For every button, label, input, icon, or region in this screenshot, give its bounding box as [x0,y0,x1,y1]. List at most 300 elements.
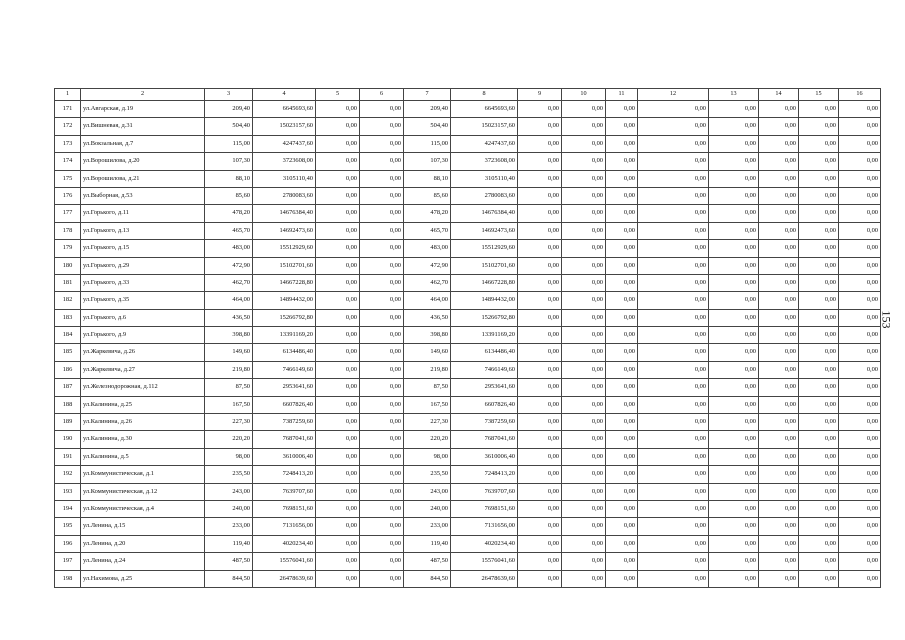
value-cell: 0,00 [839,257,881,274]
value-cell: 0,00 [638,153,709,170]
value-cell: 0,00 [316,309,360,326]
value-cell: 0,00 [360,327,404,344]
table-row [55,222,881,239]
value-cell: 15023157,60 [451,118,518,135]
value-cell: 0,00 [759,396,799,413]
value-cell: 0,00 [606,118,638,135]
value-cell: 0,00 [518,135,562,152]
value-cell: 0,00 [360,344,404,361]
value-cell: 0,00 [606,292,638,309]
value-cell: 243,00 [404,483,451,500]
value-cell: 0,00 [638,187,709,204]
value-cell: 0,00 [360,483,404,500]
value-cell: 0,00 [759,135,799,152]
value-cell: 0,00 [759,292,799,309]
value-cell: 0,00 [709,240,759,257]
value-cell: 3105110,40 [253,170,316,187]
value-cell: 240,00 [205,500,253,517]
value-cell: 119,40 [404,535,451,552]
value-cell: 14667228,80 [451,274,518,291]
value-cell: 0,00 [638,396,709,413]
value-cell: 0,00 [518,361,562,378]
value-cell: 0,00 [316,344,360,361]
address-cell: ул.Коммунистическая, д.4 [81,500,205,517]
value-cell: 0,00 [799,483,839,500]
value-cell: 0,00 [518,570,562,587]
address-cell: ул.Горького, д.33 [81,274,205,291]
value-cell: 14894432,00 [253,292,316,309]
value-cell: 0,00 [799,205,839,222]
value-cell: 0,00 [759,414,799,431]
value-cell: 0,00 [316,379,360,396]
value-cell: 14667228,80 [253,274,316,291]
value-cell: 0,00 [709,292,759,309]
row-number-cell: 191 [55,448,81,465]
value-cell: 0,00 [606,448,638,465]
value-cell: 0,00 [562,500,606,517]
value-cell: 0,00 [316,448,360,465]
table-row [55,240,881,257]
value-cell: 0,00 [562,327,606,344]
value-cell: 0,00 [799,222,839,239]
value-cell: 0,00 [839,483,881,500]
value-cell: 243,00 [205,483,253,500]
value-cell: 0,00 [839,570,881,587]
table-row [55,414,881,431]
value-cell: 0,00 [839,327,881,344]
column-header: 8 [451,89,518,101]
value-cell: 0,00 [316,240,360,257]
value-cell: 0,00 [799,135,839,152]
value-cell: 0,00 [360,396,404,413]
value-cell: 0,00 [638,327,709,344]
value-cell: 0,00 [606,570,638,587]
value-cell: 0,00 [606,466,638,483]
column-header: 11 [606,89,638,101]
value-cell: 0,00 [360,292,404,309]
value-cell: 0,00 [316,327,360,344]
value-cell: 0,00 [799,518,839,535]
value-cell: 107,30 [404,153,451,170]
value-cell: 0,00 [759,431,799,448]
value-cell: 0,00 [638,240,709,257]
value-cell: 0,00 [839,153,881,170]
address-cell: ул.Жаркевича, д.26 [81,344,205,361]
value-cell: 487,50 [205,553,253,570]
row-number-cell: 197 [55,553,81,570]
value-cell: 0,00 [316,101,360,118]
row-number-cell: 175 [55,170,81,187]
value-cell: 0,00 [839,344,881,361]
value-cell: 0,00 [562,379,606,396]
value-cell: 0,00 [709,344,759,361]
value-cell: 0,00 [709,466,759,483]
value-cell: 0,00 [518,344,562,361]
value-cell: 0,00 [759,153,799,170]
value-cell: 0,00 [839,274,881,291]
value-cell: 465,70 [404,222,451,239]
value-cell: 0,00 [638,135,709,152]
row-number-cell: 192 [55,466,81,483]
value-cell: 462,70 [205,274,253,291]
value-cell: 0,00 [638,101,709,118]
value-cell: 0,00 [799,396,839,413]
value-cell: 0,00 [360,135,404,152]
table-row [55,431,881,448]
value-cell: 0,00 [799,118,839,135]
value-cell: 0,00 [799,553,839,570]
value-cell: 6645693,60 [253,101,316,118]
value-cell: 0,00 [709,535,759,552]
value-cell: 0,00 [606,500,638,517]
value-cell: 0,00 [518,500,562,517]
table-row [55,379,881,396]
value-cell: 167,50 [205,396,253,413]
value-cell: 14676384,40 [253,205,316,222]
value-cell: 0,00 [316,118,360,135]
value-cell: 0,00 [360,431,404,448]
address-cell: ул.Коммунистическая, д.1 [81,466,205,483]
value-cell: 0,00 [759,240,799,257]
value-cell: 0,00 [638,309,709,326]
value-cell: 6645693,60 [451,101,518,118]
value-cell: 462,70 [404,274,451,291]
value-cell: 504,40 [404,118,451,135]
value-cell: 0,00 [518,274,562,291]
value-cell: 0,00 [839,518,881,535]
value-cell: 0,00 [360,309,404,326]
value-cell: 0,00 [709,483,759,500]
value-cell: 0,00 [562,274,606,291]
value-cell: 2953641,60 [253,379,316,396]
value-cell: 0,00 [759,222,799,239]
value-cell: 0,00 [562,361,606,378]
table-row [55,101,881,118]
value-cell: 0,00 [360,466,404,483]
column-header: 14 [759,89,799,101]
value-cell: 149,60 [404,344,451,361]
value-cell: 0,00 [562,240,606,257]
data-table [54,88,881,588]
address-cell: ул.Горького, д.13 [81,222,205,239]
table-row [55,274,881,291]
value-cell: 472,90 [404,257,451,274]
row-number-cell: 187 [55,379,81,396]
value-cell: 0,00 [562,135,606,152]
value-cell: 219,80 [205,361,253,378]
column-header: 2 [81,89,205,101]
value-cell: 0,00 [759,553,799,570]
table-row [55,518,881,535]
value-cell: 0,00 [606,431,638,448]
value-cell: 0,00 [316,257,360,274]
value-cell: 0,00 [839,135,881,152]
value-cell: 0,00 [606,205,638,222]
address-cell: ул.Ленина, д.24 [81,553,205,570]
value-cell: 0,00 [606,327,638,344]
address-cell: ул.Коммунистическая, д.12 [81,483,205,500]
value-cell: 3105110,40 [451,170,518,187]
value-cell: 0,00 [799,431,839,448]
value-cell: 7387259,60 [253,414,316,431]
value-cell: 0,00 [316,292,360,309]
value-cell: 0,00 [799,379,839,396]
value-cell: 4020234,40 [253,535,316,552]
value-cell: 107,30 [205,153,253,170]
address-cell: ул.Жаркевича, д.27 [81,361,205,378]
value-cell: 0,00 [839,361,881,378]
table-body [55,101,881,588]
value-cell: 0,00 [518,257,562,274]
value-cell: 0,00 [709,570,759,587]
column-header: 5 [316,89,360,101]
value-cell: 0,00 [316,483,360,500]
value-cell: 219,80 [404,361,451,378]
address-cell: ул.Горького, д.29 [81,257,205,274]
value-cell: 235,50 [205,466,253,483]
value-cell: 0,00 [759,466,799,483]
value-cell: 0,00 [360,500,404,517]
value-cell: 0,00 [759,500,799,517]
value-cell: 14692473,60 [451,222,518,239]
table-row [55,361,881,378]
value-cell: 7131656,00 [253,518,316,535]
value-cell: 0,00 [606,414,638,431]
row-number-cell: 174 [55,153,81,170]
table-row [55,553,881,570]
value-cell: 0,00 [709,553,759,570]
value-cell: 0,00 [562,466,606,483]
value-cell: 0,00 [759,309,799,326]
table-row [55,500,881,517]
value-cell: 2953641,60 [451,379,518,396]
address-cell: ул.Вокзальная, д.7 [81,135,205,152]
value-cell: 0,00 [638,344,709,361]
row-number-cell: 180 [55,257,81,274]
value-cell: 0,00 [839,379,881,396]
value-cell: 2780083,60 [451,187,518,204]
value-cell: 478,20 [404,205,451,222]
value-cell: 0,00 [759,518,799,535]
value-cell: 0,00 [606,101,638,118]
value-cell: 0,00 [709,170,759,187]
value-cell: 0,00 [799,570,839,587]
value-cell: 0,00 [799,240,839,257]
value-cell: 0,00 [518,101,562,118]
value-cell: 6134486,40 [253,344,316,361]
value-cell: 7639707,60 [253,483,316,500]
value-cell: 98,00 [205,448,253,465]
value-cell: 0,00 [606,553,638,570]
value-cell: 0,00 [606,535,638,552]
value-cell: 0,00 [360,570,404,587]
table-row [55,483,881,500]
value-cell: 0,00 [606,187,638,204]
address-cell: ул.Горького, д.15 [81,240,205,257]
value-cell: 0,00 [709,309,759,326]
value-cell: 14894432,00 [451,292,518,309]
value-cell: 0,00 [839,292,881,309]
value-cell: 0,00 [518,118,562,135]
value-cell: 0,00 [606,518,638,535]
table-row [55,448,881,465]
value-cell: 0,00 [606,274,638,291]
value-cell: 0,00 [316,535,360,552]
value-cell: 0,00 [709,274,759,291]
row-number-cell: 177 [55,205,81,222]
value-cell: 3723608,00 [253,153,316,170]
value-cell: 0,00 [316,205,360,222]
value-cell: 220,20 [404,431,451,448]
value-cell: 0,00 [799,274,839,291]
value-cell: 0,00 [759,257,799,274]
row-number-cell: 190 [55,431,81,448]
value-cell: 0,00 [518,222,562,239]
value-cell: 0,00 [799,500,839,517]
value-cell: 0,00 [799,170,839,187]
value-cell: 0,00 [562,518,606,535]
value-cell: 0,00 [518,466,562,483]
table-row [55,205,881,222]
value-cell: 0,00 [759,344,799,361]
value-cell: 0,00 [360,101,404,118]
value-cell: 149,60 [205,344,253,361]
value-cell: 0,00 [606,309,638,326]
value-cell: 7687041,60 [253,431,316,448]
address-cell: ул.Калинина, д.5 [81,448,205,465]
value-cell: 115,00 [404,135,451,152]
value-cell: 436,50 [205,309,253,326]
row-number-cell: 184 [55,327,81,344]
value-cell: 0,00 [799,535,839,552]
value-cell: 0,00 [638,448,709,465]
table-row [55,535,881,552]
value-cell: 87,50 [205,379,253,396]
column-header: 15 [799,89,839,101]
address-cell: ул.Нахимова, д.25 [81,570,205,587]
value-cell: 0,00 [759,570,799,587]
value-cell: 0,00 [562,153,606,170]
value-cell: 0,00 [606,379,638,396]
value-cell: 0,00 [638,466,709,483]
value-cell: 88,10 [404,170,451,187]
value-cell: 0,00 [799,292,839,309]
table-row [55,344,881,361]
value-cell: 0,00 [360,187,404,204]
value-cell: 0,00 [799,309,839,326]
value-cell: 0,00 [316,187,360,204]
column-header: 6 [360,89,404,101]
value-cell: 0,00 [316,431,360,448]
table-row [55,153,881,170]
value-cell: 0,00 [562,118,606,135]
value-cell: 7639707,60 [451,483,518,500]
value-cell: 15266792,80 [253,309,316,326]
value-cell: 0,00 [759,327,799,344]
value-cell: 235,50 [404,466,451,483]
value-cell: 0,00 [638,500,709,517]
value-cell: 4247437,60 [253,135,316,152]
value-cell: 85,60 [205,187,253,204]
column-header: 9 [518,89,562,101]
value-cell: 0,00 [638,222,709,239]
value-cell: 0,00 [562,257,606,274]
value-cell: 15576041,60 [451,553,518,570]
value-cell: 14676384,40 [451,205,518,222]
value-cell: 209,40 [404,101,451,118]
value-cell: 0,00 [709,101,759,118]
value-cell: 0,00 [638,170,709,187]
value-cell: 0,00 [638,361,709,378]
value-cell: 0,00 [839,466,881,483]
value-cell: 0,00 [759,483,799,500]
value-cell: 0,00 [759,101,799,118]
address-cell: ул.Калинина, д.30 [81,431,205,448]
value-cell: 0,00 [360,222,404,239]
value-cell: 0,00 [518,431,562,448]
value-cell: 3610006,40 [253,448,316,465]
row-number-cell: 173 [55,135,81,152]
value-cell: 227,30 [205,414,253,431]
address-cell: ул.Выборная, д.53 [81,187,205,204]
value-cell: 0,00 [518,327,562,344]
row-number-cell: 194 [55,500,81,517]
value-cell: 0,00 [759,187,799,204]
value-cell: 119,40 [205,535,253,552]
value-cell: 0,00 [606,396,638,413]
value-cell: 0,00 [799,448,839,465]
value-cell: 0,00 [638,431,709,448]
value-cell: 167,50 [404,396,451,413]
column-header: 16 [839,89,881,101]
value-cell: 0,00 [316,222,360,239]
value-cell: 0,00 [839,222,881,239]
column-header: 3 [205,89,253,101]
value-cell: 0,00 [759,170,799,187]
value-cell: 0,00 [839,187,881,204]
row-number-cell: 185 [55,344,81,361]
header-row [55,89,881,101]
value-cell: 0,00 [562,535,606,552]
value-cell: 0,00 [759,274,799,291]
value-cell: 0,00 [839,240,881,257]
value-cell: 15102701,60 [253,257,316,274]
table-row [55,570,881,587]
value-cell: 15512929,60 [451,240,518,257]
value-cell: 0,00 [799,187,839,204]
value-cell: 0,00 [638,118,709,135]
address-cell: ул.Горького, д.35 [81,292,205,309]
address-cell: ул.Горького, д.6 [81,309,205,326]
value-cell: 0,00 [839,553,881,570]
value-cell: 14692473,60 [253,222,316,239]
value-cell: 0,00 [839,396,881,413]
value-cell: 0,00 [709,205,759,222]
value-cell: 0,00 [759,379,799,396]
address-cell: ул.Авгарская, д.19 [81,101,205,118]
value-cell: 398,80 [404,327,451,344]
value-cell: 0,00 [562,448,606,465]
column-header: 10 [562,89,606,101]
value-cell: 0,00 [518,153,562,170]
value-cell: 0,00 [839,535,881,552]
value-cell: 0,00 [316,361,360,378]
column-header: 13 [709,89,759,101]
value-cell: 0,00 [518,518,562,535]
value-cell: 0,00 [638,553,709,570]
value-cell: 2780083,60 [253,187,316,204]
table-row [55,327,881,344]
